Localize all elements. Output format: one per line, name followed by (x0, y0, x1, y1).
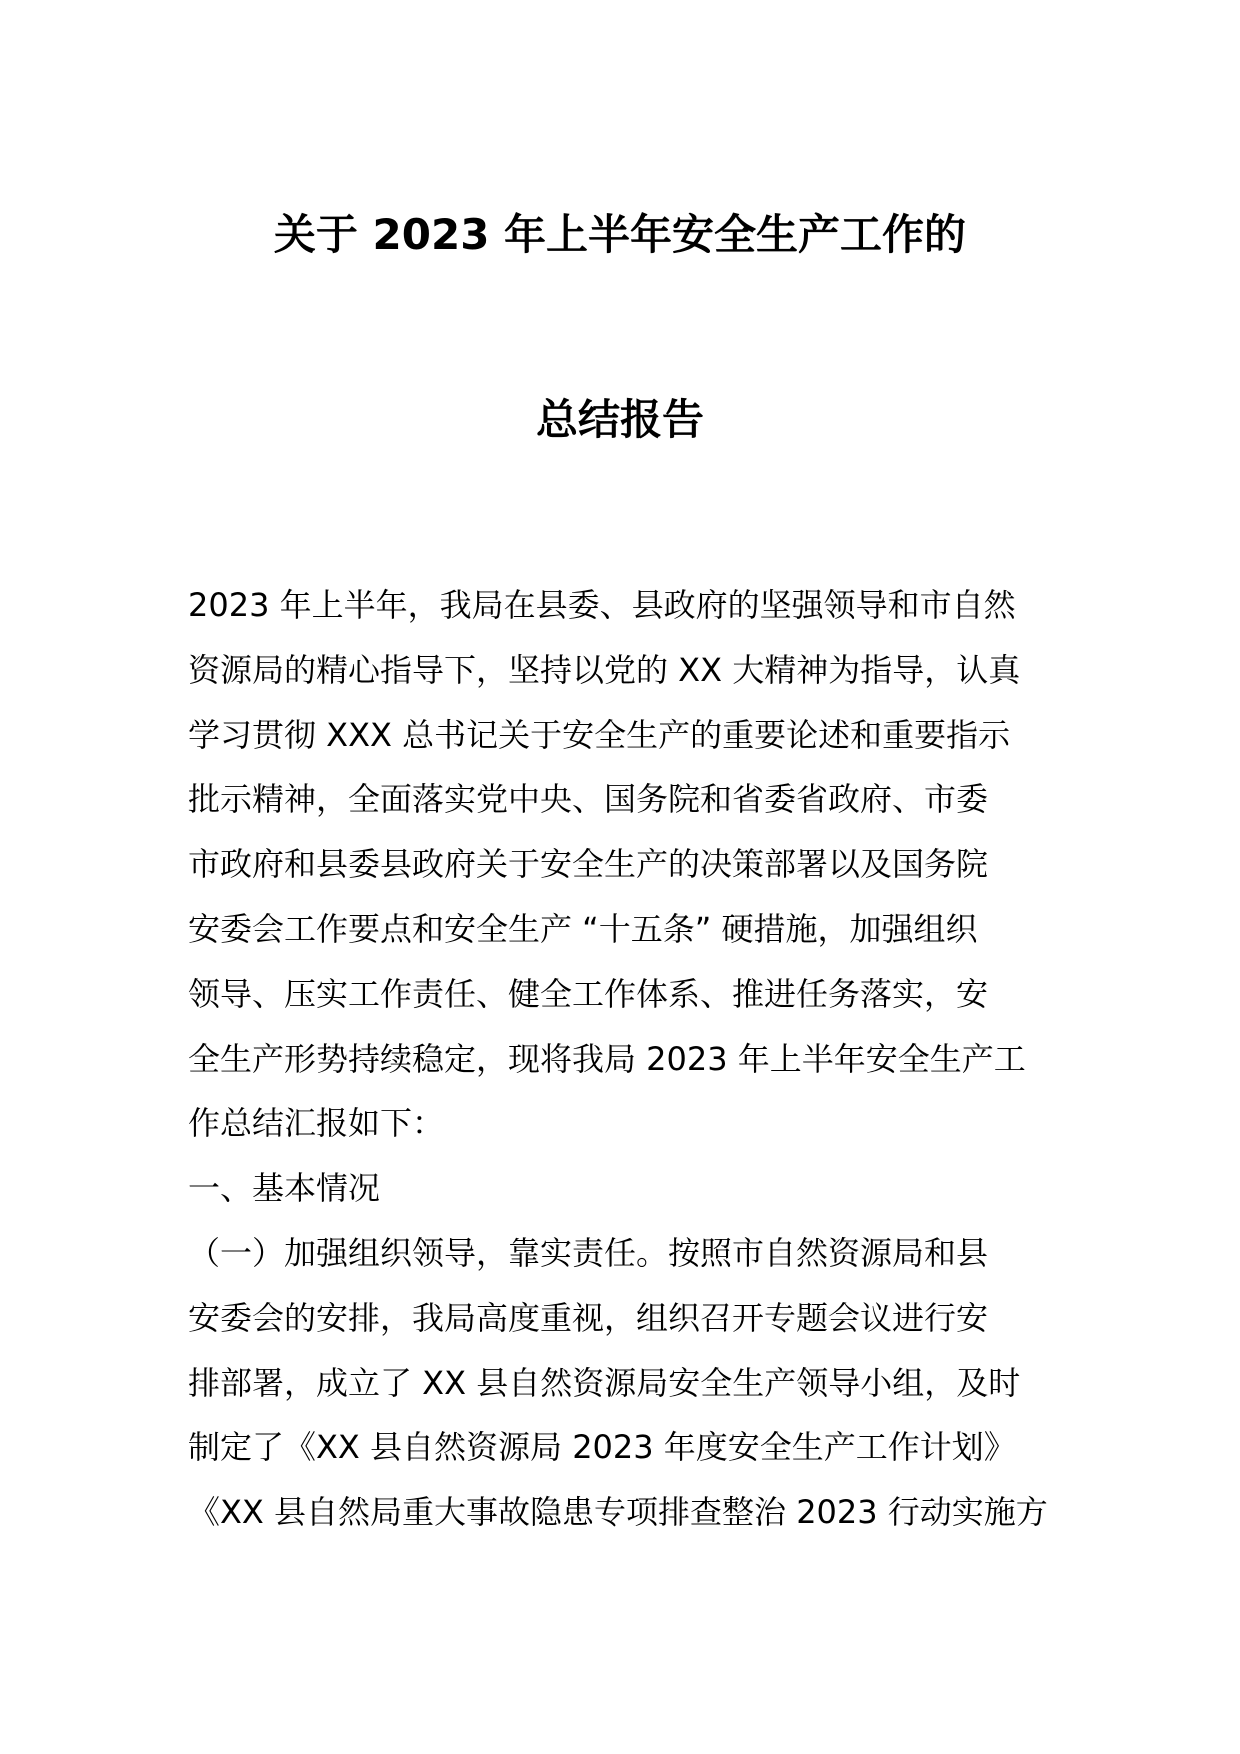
body-line: 学习贯彻 XXX 总书记关于安全生产的重要论述和重要指示 (188, 715, 1011, 754)
section-heading: 一、基本情况 (188, 1169, 381, 1208)
document-title-line-2: 总结报告 (535, 395, 704, 444)
body-line: 2023 年上半年，我局在县委、县政府的坚强领导和市自然 (188, 586, 1016, 624)
body-line: 市政府和县委县政府关于安全生产的决策部署以及国务院 (188, 845, 989, 884)
body-line: 制定了《XX 县自然资源局 2023 年度安全生产工作计划》 (188, 1428, 1016, 1467)
document-title-line-1: 关于 2023 年上半年安全生产工作的 (273, 210, 967, 259)
body-line: 作总结汇报如下： (188, 1104, 445, 1143)
document-body (188, 573, 1058, 1545)
body-line: 安委会工作要点和安全生产 “十五条” 硬措施，加强组织 (188, 909, 978, 948)
body-line: 资源局的精心指导下，坚持以党的 XX 大精神为指导，认真 (188, 650, 1021, 689)
body-line: 《XX 县自然局重大事故隐患专项排查整治 2023 行动实施方 (188, 1493, 1048, 1532)
body-line: 批示精神，全面落实党中央、国务院和省委省政府、市委 (188, 780, 989, 819)
body-line: 全生产形势持续稳定，现将我局 2023 年上半年安全生产工 (188, 1039, 1026, 1078)
body-line: （一）加强组织领导，靠实责任。按照市自然资源局和县 (188, 1233, 989, 1272)
body-line: 领导、压实工作责任、健全工作体系、推进任务落实，安 (188, 974, 989, 1013)
body-line: 安委会的安排，我局高度重视，组织召开专题会议进行安 (188, 1298, 989, 1337)
body-line: 排部署，成立了 XX 县自然资源局安全生产领导小组，及时 (188, 1363, 1021, 1402)
